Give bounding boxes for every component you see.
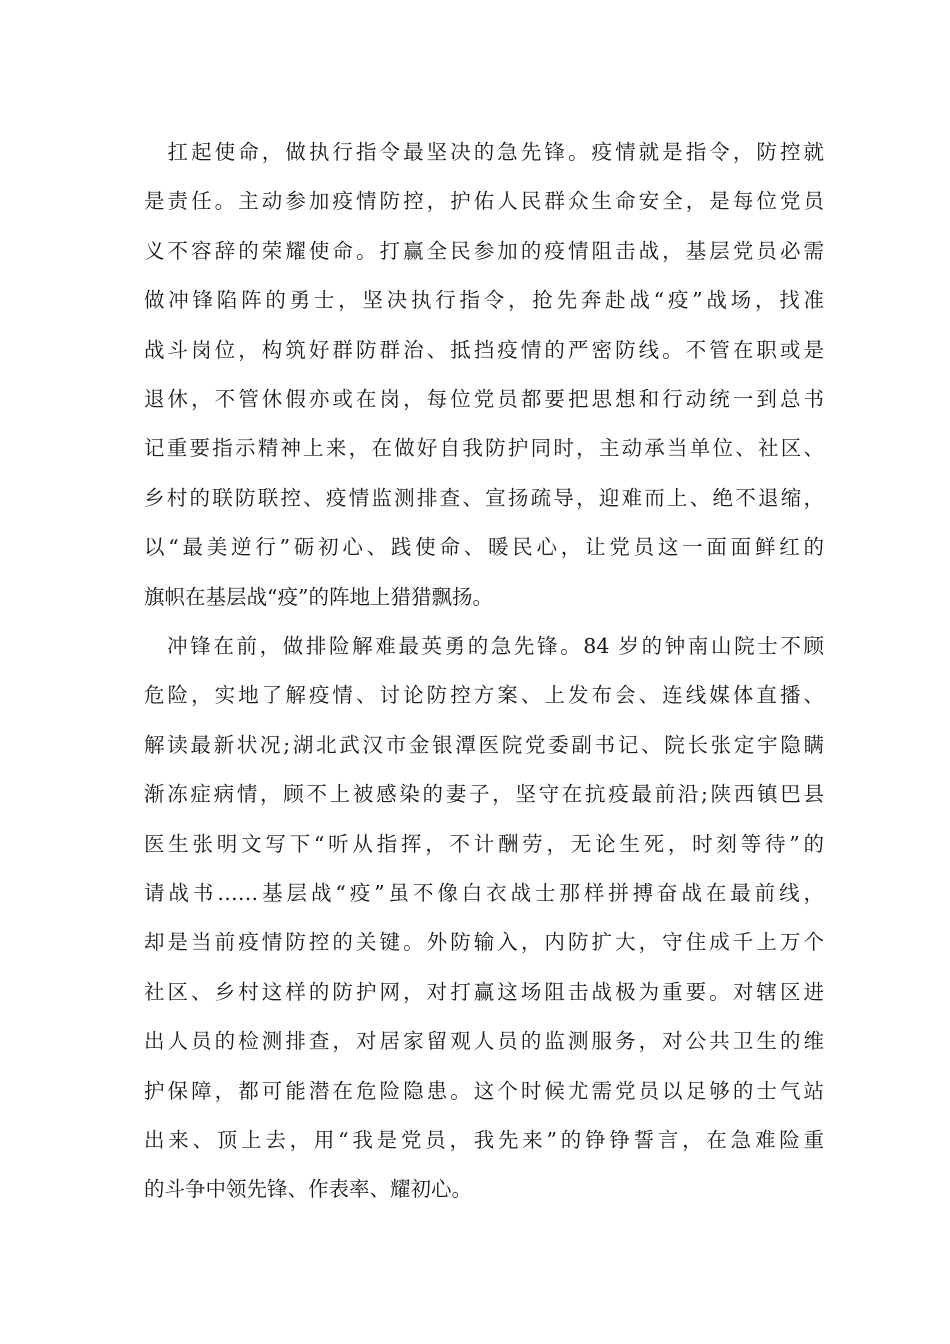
paragraph-mission <box>144 128 824 622</box>
text-line: 义不容辞的荣耀使命。打赢全民参加的疫情阻击战，基层党员必需 <box>144 238 824 263</box>
text-line: 解读最新状况;湖北武汉市金银潭医院党委副书记、院长张定宇隐瞒 <box>144 732 824 757</box>
text-line: 记重要指示精神上来，在做好自我防护同时，主动承当单位、社区、 <box>144 436 824 461</box>
text-line: 的斗争中领先锋、作表率、耀初心。 <box>144 1177 472 1202</box>
text-line: 做冲锋陷阵的勇士，坚决执行指令，抢先奔赴战“疫”战场，找准 <box>144 288 824 313</box>
text-line: 退休，不管休假亦或在岗，每位党员都要把思想和行动统一到总书 <box>144 386 824 411</box>
text-line: 护保障，都可能潜在危险隐患。这个时候尤需党员以足够的士气站 <box>144 1078 824 1103</box>
text-line: 却是当前疫情防控的关键。外防输入，内防扩大，守住成千上万个 <box>144 930 824 955</box>
text-line: 战斗岗位，构筑好群防群治、抵挡疫情的严密防线。不管在职或是 <box>144 337 824 362</box>
text-line: 以“最美逆行”砺初心、践使命、暖民心，让党员这一面面鲜红的 <box>144 535 824 560</box>
text-line: 出来、顶上去，用“我是党员，我先来”的铮铮誓言，在急难险重 <box>144 1127 824 1152</box>
text-line: 请战书……基层战“疫”虽不像白衣战士那样拼搏奋战在最前线， <box>144 880 824 905</box>
text-line: 乡村的联防联控、疫情监测排查、宣扬疏导，迎难而上、绝不退缩， <box>144 485 824 510</box>
text-line: 扛起使命，做执行指令最坚决的急先锋。疫情就是指令，防控就 <box>144 140 824 164</box>
text-line: 旗帜在基层战“疫”的阵地上猎猎飘扬。 <box>144 584 493 609</box>
text-line: 危险，实地了解疫情、讨论防控方案、上发布会、连线媒体直播、 <box>144 683 824 708</box>
text-line: 渐冻症病情，顾不上被感染的妻子，坚守在抗疫最前沿;陕西镇巴县 <box>144 782 824 807</box>
paragraph-charge <box>144 622 824 1215</box>
text-line: 冲锋在前，做排险解难最英勇的急先锋。84 岁的钟南山院士不顾 <box>144 634 824 658</box>
text-line: 是责任。主动参加疫情防控，护佑人民群众生命安全，是每位党员 <box>144 189 824 214</box>
text-line: 社区、乡村这样的防护网，对打赢这场阻击战极为重要。对辖区进 <box>144 979 824 1004</box>
text-line: 出人员的检测排查，对居家留观人员的监测服务，对公共卫生的维 <box>144 1029 824 1054</box>
text-line: 医生张明文写下“听从指挥，不计酬劳，无论生死，时刻等待”的 <box>144 831 824 856</box>
